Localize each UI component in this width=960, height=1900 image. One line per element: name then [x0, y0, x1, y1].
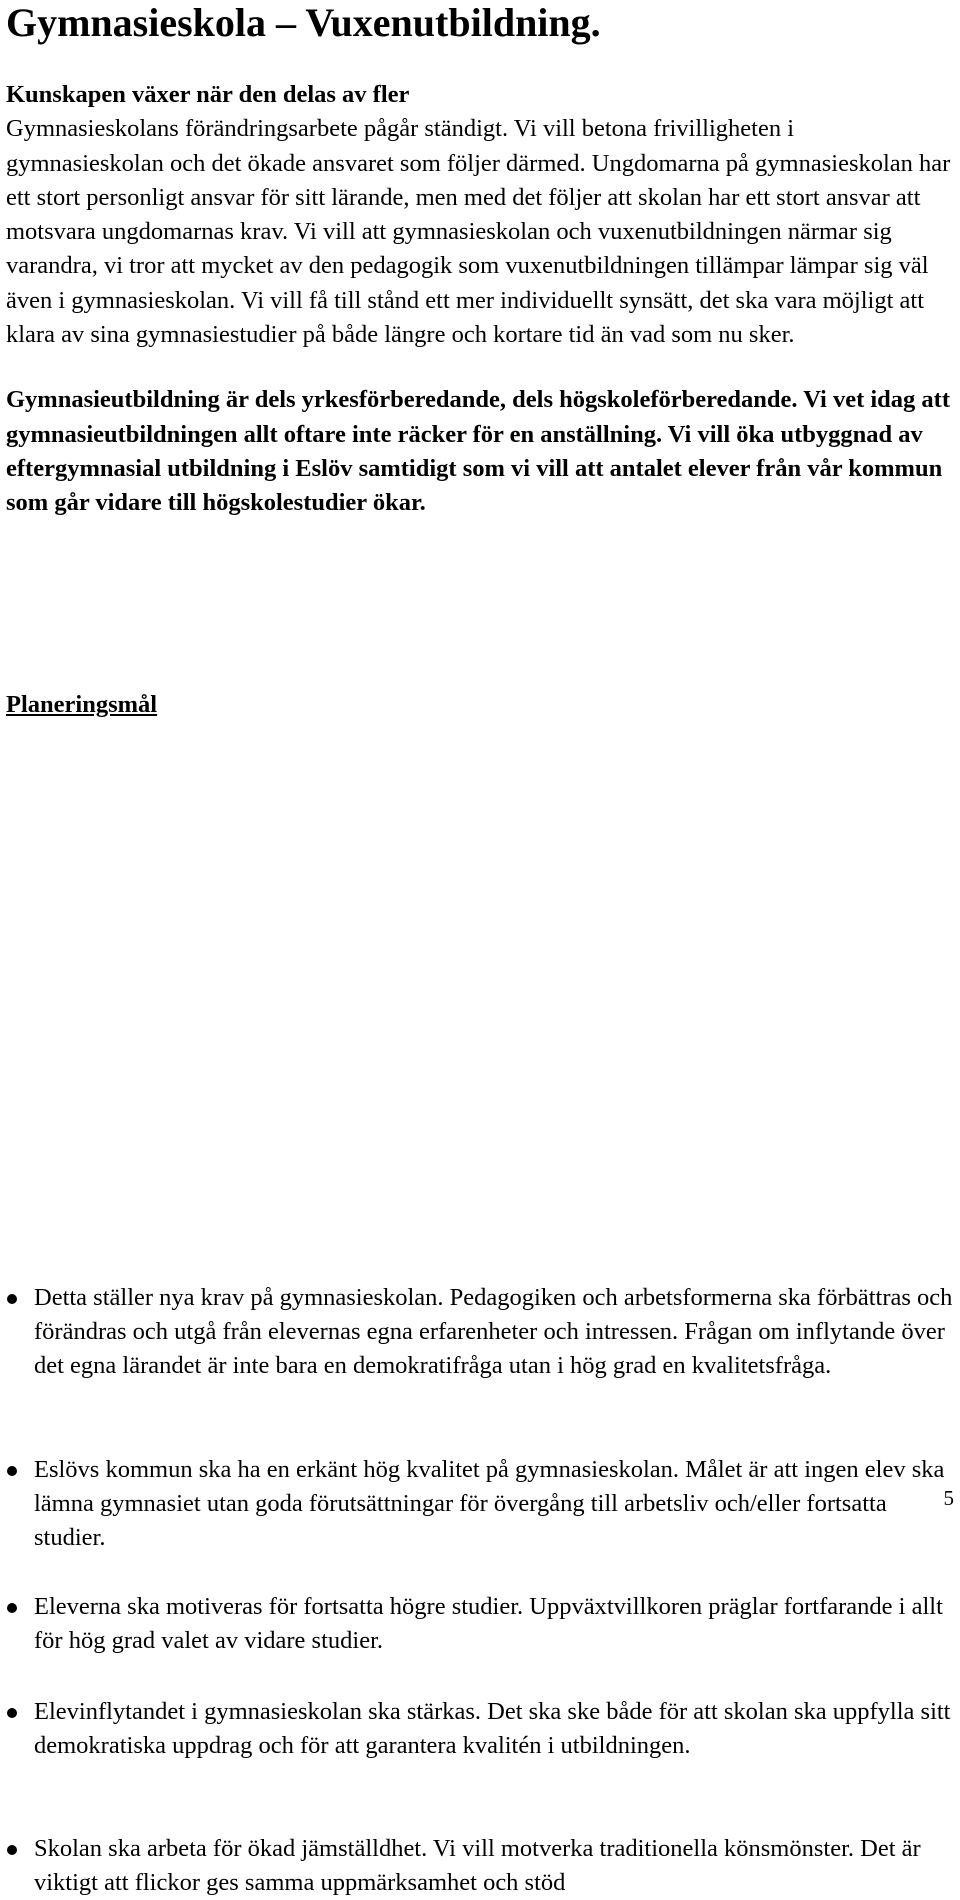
planning-goals-heading: Planeringsmål [6, 691, 158, 718]
intro-paragraph: Gymnasieskolans förändringsarbete pågår ständigt. Vi vill betona frivilligheten i gymnasieskolan och det ökade ansvaret som följer därmed. Ungdomarna på gymnasieskolan har ett stort personligt ansvar för sitt lärande, men med det följer att skolan har ett stort ansvar att motsvara ungdomarnas krav. Vi vill att gymnasieskolan och vuxenutbildningen närmar sig varandra, vi tror att mycket av den pedagogik som vuxenutbildningen tillämpar lämpar sig väl även i gymnasieskolan. Vi vill få till stånd ett mer individuellt synsätt, det ska vara möjligt att klara av sina gymnasiestudier på både längre och kortare tid än vad som nu sker. [6, 115, 951, 349]
document-title: Gymnasieskola – Vuxenutbildning. [6, 0, 601, 45]
bullet-icon [7, 1294, 17, 1304]
bullet-icon [7, 1603, 17, 1613]
page-number: 5 [943, 1486, 954, 1510]
education-paragraph: Gymnasieutbildning är dels yrkesförberedande, dels högskoleförberedande. Vi vet idag att gymnasieutbildningen allt oftare inte räcker för en anställning. Vi vill öka utbyggnad av eftergymnasial utbildning i Eslöv samtidigt som vi vill att antalet elever från vår kommun som går vidare till högskolestudier ökar. [6, 386, 950, 517]
bullet-icon [7, 1466, 17, 1476]
goal-text: Eslövs kommun ska ha en erkänt hög kvalitet på gymnasieskolan. Målet är att ingen elev ska lämna gymnasiet utan goda förutsättningar för övergång till arbetsliv och/eller fortsatta studier. [34, 1455, 945, 1552]
document-page [6, 0, 956, 1896]
goal-text: Elevinflytandet i gymnasieskolan ska stärkas. Det ska ske både för att skolan ska uppfylla sitt demokratiska uppdrag och för att garantera kvalitén i utbildningen. [34, 1697, 951, 1759]
goal-text: Detta ställer nya krav på gymnasieskolan. Pedagogiken och arbetsformerna ska förbättras och förändras och utgå från elevernas egna erfarenheter och intressen. Frågan om inflytande över det egna lärandet är inte bara en demokratifråga utan i hög grad en kvalitetsfråga. [34, 1283, 953, 1380]
goal-text: Skolan ska arbeta för ökad jämställdhet. Vi vill motverka traditionella könsmönster. Det är viktigt att flickor ges samma uppmärksamhet och stöd [34, 1834, 921, 1896]
bullet-icon [7, 1708, 17, 1718]
goal-text: Eleverna ska motiveras för fortsatta högre studier. Uppväxtvillkoren präglar fortfarande i allt för hög grad valet av vidare studier. [34, 1592, 943, 1654]
bullet-icon [7, 1845, 17, 1855]
section-heading: Kunskapen växer när den delas av fler [6, 81, 410, 108]
